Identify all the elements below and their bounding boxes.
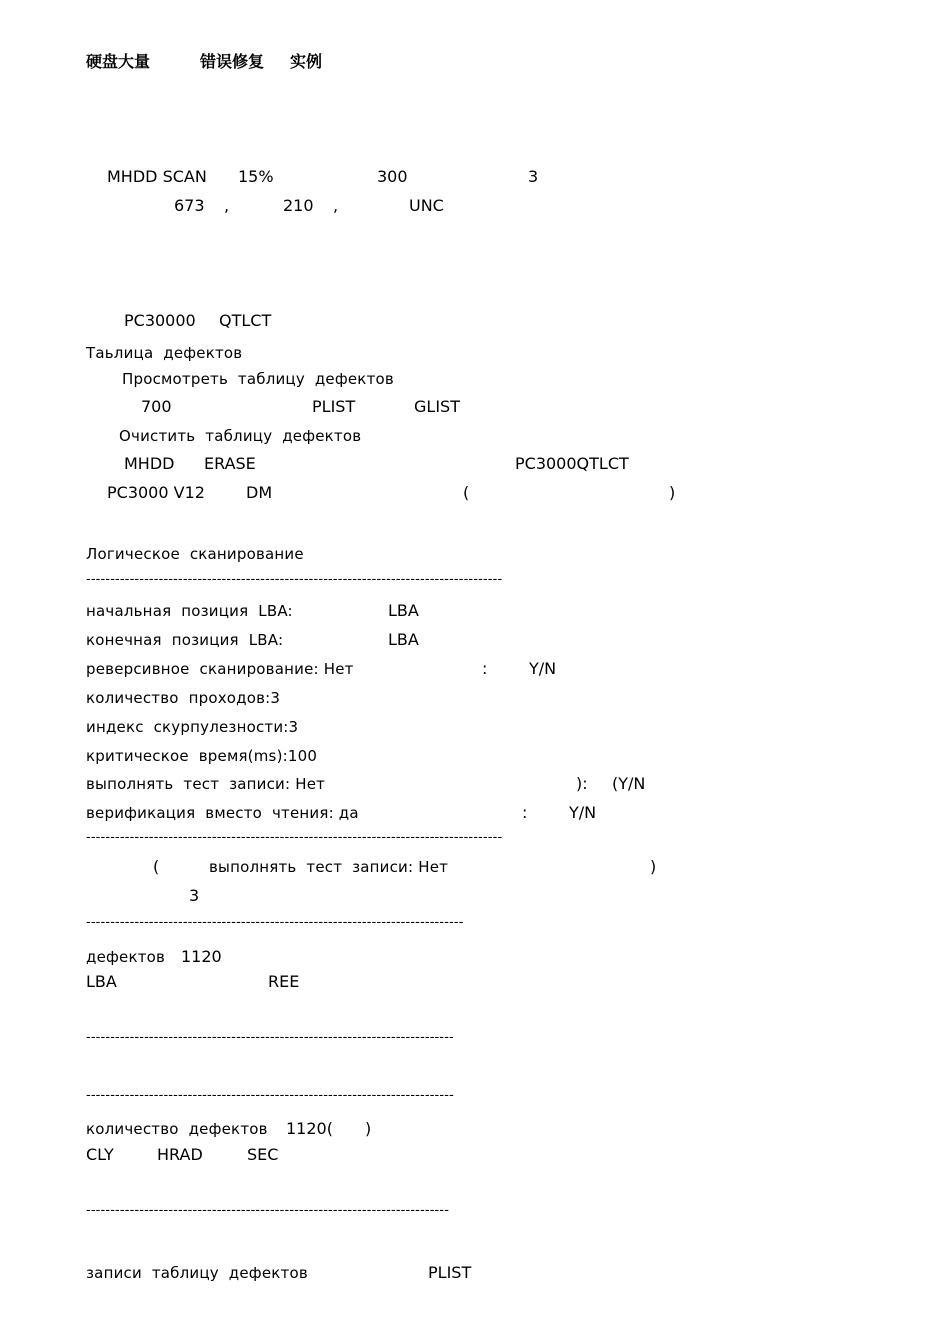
result-unc: UNC xyxy=(409,196,444,215)
scrupulous-index: индекс скурпулезности:3 xyxy=(86,718,299,736)
defect-count-value: 1120( xyxy=(286,1119,333,1138)
passes-count: количество проходов:3 xyxy=(86,689,281,707)
title-part-1: 硬盘大量 xyxy=(86,52,151,71)
defects-label: дефектов xyxy=(86,948,166,966)
divider: --------------------------------------------------------------------------- xyxy=(86,1203,450,1218)
clear-defect-table: Очистить таблицу дефектов xyxy=(119,427,362,445)
write-defect-table-label: записи таблицу дефектов xyxy=(86,1264,308,1282)
start-lba-label: начальная позиция LBA: xyxy=(86,602,293,620)
write-test-paren: ): xyxy=(576,774,588,793)
pc3000qtlct-label: PC3000QTLCT xyxy=(515,454,629,473)
scan-tool: MHDD SCAN xyxy=(107,167,207,186)
result-comma-1: , xyxy=(224,196,230,215)
title-part-2: 错误修复 xyxy=(200,52,265,71)
note-text: выполнять тест записи: Нет xyxy=(209,858,449,876)
divider: ---------------------------------------------------------------------------- xyxy=(86,1088,454,1103)
paren-close: ) xyxy=(669,483,676,502)
verify-colon: : xyxy=(522,803,528,822)
scan-value-300: 300 xyxy=(377,167,408,186)
defects-count: 1120 xyxy=(181,947,222,966)
defect-count-700: 700 xyxy=(141,397,172,416)
plist-label: PLIST xyxy=(312,397,356,416)
reverse-yn: Y/N xyxy=(529,659,557,678)
reverse-scan-label: реверсивное сканирование: Нет xyxy=(86,660,354,678)
divider: -------------------------------------------------------------------------------------- xyxy=(86,572,503,587)
reverse-colon: : xyxy=(482,659,488,678)
divider: ---------------------------------------------------------------------------- xyxy=(86,1030,454,1045)
title-part-3: 实例 xyxy=(290,52,323,71)
write-test-yn: (Y/N xyxy=(612,774,646,793)
critical-time: критическое время(ms):100 xyxy=(86,747,318,765)
view-defect-table: Просмотреть таблицу дефектов xyxy=(122,370,394,388)
result-210: 210 xyxy=(283,196,314,215)
defect-count-paren-close: ) xyxy=(365,1119,372,1138)
pc-model: PC30000 xyxy=(124,311,196,330)
note-paren-close: ) xyxy=(650,857,657,876)
end-lba-value: LBA xyxy=(388,630,419,649)
glist-label: GLIST xyxy=(414,397,460,416)
verify-yn: Y/N xyxy=(569,803,597,822)
divider: ------------------------------------------------------------------------------ xyxy=(86,915,464,930)
write-test-label: выполнять тест записи: Нет xyxy=(86,775,326,793)
ree-label: REE xyxy=(268,972,300,991)
pc-qtlct: QTLCT xyxy=(219,311,272,330)
note-number: 3 xyxy=(189,886,200,905)
note-paren-open: ( xyxy=(153,857,160,876)
sec-label: SEC xyxy=(247,1145,279,1164)
erase-label: ERASE xyxy=(204,454,256,473)
verify-label: верификация вместо чтения: да xyxy=(86,804,359,822)
result-673: 673 xyxy=(174,196,205,215)
scan-value-3: 3 xyxy=(528,167,539,186)
divider: -------------------------------------------------------------------------------------- xyxy=(86,830,503,845)
end-lba-label: конечная позиция LBA: xyxy=(86,631,284,649)
mhdd-label: MHDD xyxy=(124,454,175,473)
dm-label: DM xyxy=(246,483,273,502)
defect-count-label: количество дефектов xyxy=(86,1120,268,1138)
result-comma-2: , xyxy=(333,196,339,215)
footer-plist: PLIST xyxy=(428,1263,472,1282)
paren-open: ( xyxy=(463,483,470,502)
start-lba-value: LBA xyxy=(388,601,419,620)
pc3000-v12-label: PC3000 V12 xyxy=(107,483,205,502)
hrad-label: HRAD xyxy=(157,1145,203,1164)
logical-scan-heading: Логическое сканирование xyxy=(86,545,304,563)
lba-label: LBA xyxy=(86,972,117,991)
cly-label: CLY xyxy=(86,1145,114,1164)
defect-table-heading: Таьлица дефектов xyxy=(86,344,243,362)
scan-percent: 15% xyxy=(238,167,274,186)
